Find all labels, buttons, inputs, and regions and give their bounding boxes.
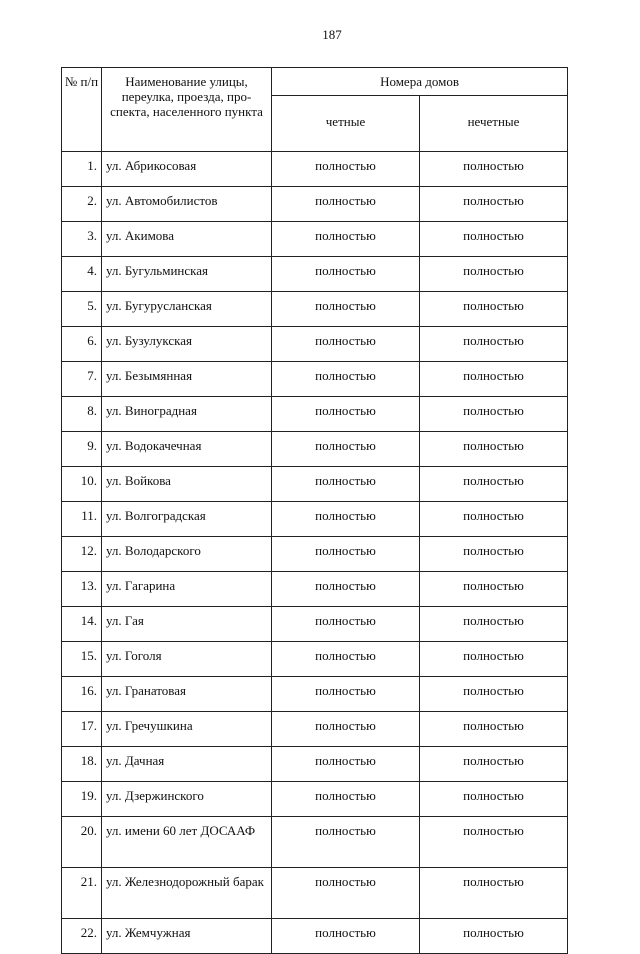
- odd-houses: полностью: [420, 537, 568, 572]
- row-number: 21.: [62, 868, 102, 919]
- street-name: ул. Автомобилистов: [102, 187, 272, 222]
- even-houses: полностью: [272, 607, 420, 642]
- row-number: 22.: [62, 919, 102, 954]
- row-number: 13.: [62, 572, 102, 607]
- table-row: [62, 919, 568, 954]
- street-name: ул. Бузулукская: [102, 327, 272, 362]
- odd-houses: полностью: [420, 362, 568, 397]
- row-number: 7.: [62, 362, 102, 397]
- row-number: 12.: [62, 537, 102, 572]
- table-row: [62, 467, 568, 502]
- odd-houses: полностью: [420, 257, 568, 292]
- even-houses: полностью: [272, 747, 420, 782]
- odd-houses: полностью: [420, 432, 568, 467]
- odd-houses: полностью: [420, 677, 568, 712]
- header-name: Наименование улицы, переулка, проезда, про-спекта, населенного пункта: [102, 68, 272, 152]
- streets-table: [61, 67, 568, 954]
- street-name: ул. Волгоградская: [102, 502, 272, 537]
- street-name: ул. Войкова: [102, 467, 272, 502]
- odd-houses: полностью: [420, 642, 568, 677]
- table-row: [62, 817, 568, 868]
- even-houses: полностью: [272, 187, 420, 222]
- row-number: 19.: [62, 782, 102, 817]
- row-number: 17.: [62, 712, 102, 747]
- odd-houses: полностью: [420, 502, 568, 537]
- street-name: ул. Володарского: [102, 537, 272, 572]
- street-name: ул. Водокачечная: [102, 432, 272, 467]
- row-number: 20.: [62, 817, 102, 868]
- table-row: [62, 152, 568, 187]
- page-number: 187: [322, 27, 342, 42]
- header-even: четные: [272, 96, 420, 152]
- street-name: ул. Дачная: [102, 747, 272, 782]
- row-number: 10.: [62, 467, 102, 502]
- odd-houses: полностью: [420, 782, 568, 817]
- header-odd: нечетные: [420, 96, 568, 152]
- table-row: [62, 537, 568, 572]
- table-row: [62, 257, 568, 292]
- street-name: ул. Гоголя: [102, 642, 272, 677]
- odd-houses: полностью: [420, 187, 568, 222]
- even-houses: полностью: [272, 572, 420, 607]
- street-name: ул. имени 60 лет ДОСААФ: [102, 817, 272, 868]
- row-number: 4.: [62, 257, 102, 292]
- even-houses: полностью: [272, 712, 420, 747]
- odd-houses: полностью: [420, 467, 568, 502]
- odd-houses: полностью: [420, 152, 568, 187]
- even-houses: полностью: [272, 502, 420, 537]
- street-name: ул. Бугульминская: [102, 257, 272, 292]
- row-number: 2.: [62, 187, 102, 222]
- even-houses: полностью: [272, 642, 420, 677]
- even-houses: полностью: [272, 222, 420, 257]
- odd-houses: полностью: [420, 327, 568, 362]
- odd-houses: полностью: [420, 817, 568, 868]
- even-houses: полностью: [272, 432, 420, 467]
- table-row: [62, 642, 568, 677]
- row-number: 18.: [62, 747, 102, 782]
- street-name: ул. Гагарина: [102, 572, 272, 607]
- street-name: ул. Безымянная: [102, 362, 272, 397]
- street-name: ул. Гая: [102, 607, 272, 642]
- table-row: [62, 222, 568, 257]
- row-number: 15.: [62, 642, 102, 677]
- table-row: [62, 292, 568, 327]
- odd-houses: полностью: [420, 607, 568, 642]
- even-houses: полностью: [272, 362, 420, 397]
- row-number: 3.: [62, 222, 102, 257]
- even-houses: полностью: [272, 257, 420, 292]
- even-houses: полностью: [272, 782, 420, 817]
- row-number: 11.: [62, 502, 102, 537]
- row-number: 1.: [62, 152, 102, 187]
- street-name: ул. Дзержинского: [102, 782, 272, 817]
- street-name: ул. Жемчужная: [102, 919, 272, 954]
- table-row: [62, 868, 568, 919]
- table-row: [62, 607, 568, 642]
- street-name: ул. Гранатовая: [102, 677, 272, 712]
- even-houses: полностью: [272, 152, 420, 187]
- table-row: [62, 502, 568, 537]
- even-houses: полностью: [272, 677, 420, 712]
- table-row: [62, 712, 568, 747]
- odd-houses: полностью: [420, 868, 568, 919]
- table-row: [62, 432, 568, 467]
- row-number: 6.: [62, 327, 102, 362]
- table-row: [62, 187, 568, 222]
- odd-houses: полностью: [420, 572, 568, 607]
- table-row: [62, 747, 568, 782]
- odd-houses: полностью: [420, 747, 568, 782]
- street-name: ул. Виноградная: [102, 397, 272, 432]
- street-name: ул. Железнодорожный барак: [102, 868, 272, 919]
- table-row: [62, 397, 568, 432]
- table-row: [62, 362, 568, 397]
- odd-houses: полностью: [420, 292, 568, 327]
- even-houses: полностью: [272, 292, 420, 327]
- header-num: № п/п: [62, 68, 102, 152]
- odd-houses: полностью: [420, 397, 568, 432]
- header-houses: Номера домов: [272, 68, 568, 96]
- even-houses: полностью: [272, 537, 420, 572]
- odd-houses: полностью: [420, 222, 568, 257]
- row-number: 8.: [62, 397, 102, 432]
- street-name: ул. Гречушкина: [102, 712, 272, 747]
- row-number: 9.: [62, 432, 102, 467]
- even-houses: полностью: [272, 919, 420, 954]
- even-houses: полностью: [272, 327, 420, 362]
- even-houses: полностью: [272, 817, 420, 868]
- table-row: [62, 677, 568, 712]
- row-number: 5.: [62, 292, 102, 327]
- street-name: ул. Бугурусланская: [102, 292, 272, 327]
- odd-houses: полностью: [420, 712, 568, 747]
- table-row: [62, 572, 568, 607]
- odd-houses: полностью: [420, 919, 568, 954]
- even-houses: полностью: [272, 397, 420, 432]
- even-houses: полностью: [272, 467, 420, 502]
- row-number: 14.: [62, 607, 102, 642]
- table-row: [62, 327, 568, 362]
- street-name: ул. Акимова: [102, 222, 272, 257]
- row-number: 16.: [62, 677, 102, 712]
- table-row: [62, 782, 568, 817]
- even-houses: полностью: [272, 868, 420, 919]
- street-name: ул. Абрикосовая: [102, 152, 272, 187]
